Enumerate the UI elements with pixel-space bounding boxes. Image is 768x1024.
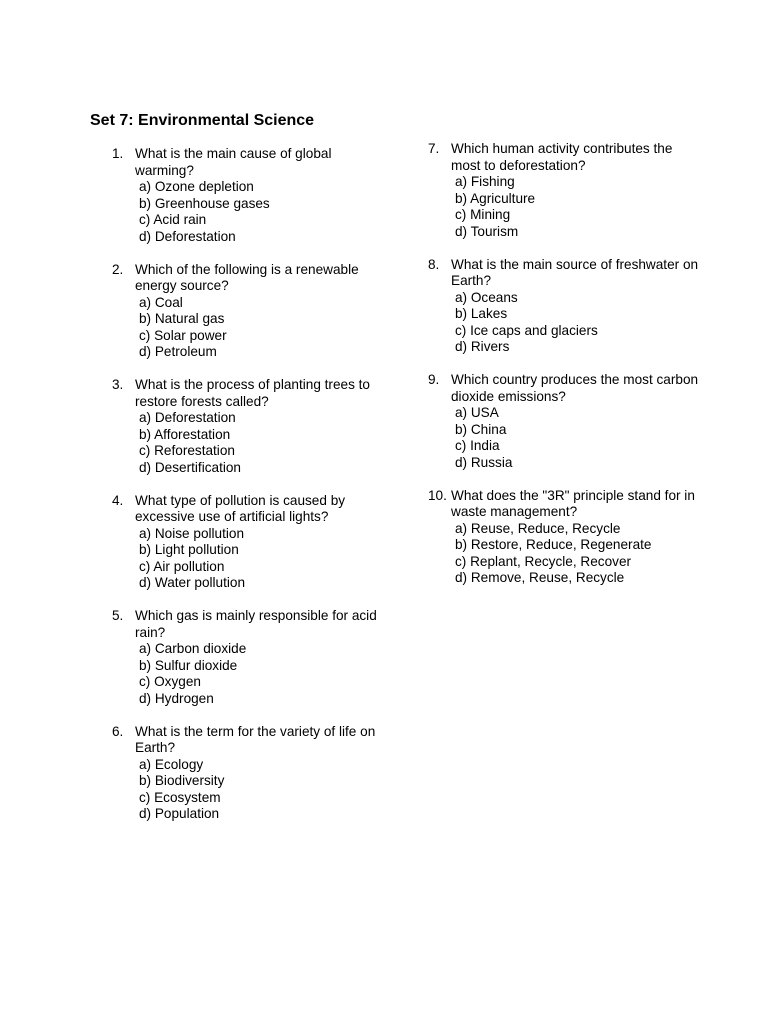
question-text: What does the "3R" principle stand for in waste management? [451,487,695,519]
answer-option: d) Petroleum [139,344,217,359]
answer-option: b) Greenhouse gases [139,195,270,211]
answer-option: b) Afforestation [139,426,231,442]
answer-option: b) Natural gas [139,311,225,326]
question-number: 3. [112,377,124,392]
answer-option: c) Replant, Recycle, Recover [455,553,632,569]
question-text: What is the main cause of global warming? [135,146,332,178]
answer-option: d) Population [139,806,220,821]
question-text: What is the term for the variety of life on Earth? [135,723,376,755]
answer-option: a) Noise pollution [139,525,245,541]
answer-option: d) Russia [455,454,513,470]
question-item [428,141,703,240]
question-item [112,724,382,823]
question-item [112,493,382,592]
answer-option: d) Rivers [455,339,510,354]
question-list-left [112,146,382,839]
question-item [112,608,382,707]
question-item [428,488,703,587]
answer-option: a) Deforestation [139,410,236,425]
answer-option: b) Restore, Reduce, Regenerate [455,537,652,552]
question-number: 8. [428,256,440,272]
answer-option: a) Carbon dioxide [139,641,247,656]
question-item [112,377,382,476]
document-title: Set 7: Environmental Science [90,112,315,129]
question-text: Which country produces the most carbon dioxide emissions? [451,372,699,404]
answer-option: c) Ice caps and glaciers [455,322,598,338]
answer-options [139,757,382,823]
answer-option: a) USA [455,405,499,420]
answer-option: c) Acid rain [139,212,207,227]
answer-option: a) Oceans [455,289,518,305]
answer-option: b) China [455,421,507,437]
answer-option: a) Coal [139,294,183,310]
question-text: What is the main source of freshwater on Earth? [451,256,699,288]
question-item [112,146,382,245]
answer-option: a) Ozone depletion [139,179,254,194]
answer-option: c) Air pollution [139,558,225,574]
question-number: 6. [112,723,124,739]
question-number: 1. [112,146,124,161]
answer-options [139,410,382,476]
answer-options [455,174,703,240]
question-text: Which human activity contributes the most to deforestation? [451,141,673,173]
answer-option: c) India [455,438,500,453]
answer-options [455,405,703,471]
answer-option: b) Biodiversity [139,773,225,788]
answer-option: c) Mining [455,207,511,222]
answer-option: c) Ecosystem [139,789,221,805]
answer-option: d) Water pollution [139,575,246,590]
question-number: 2. [112,261,124,277]
answer-option: d) Remove, Reuse, Recycle [455,570,625,585]
answer-option: d) Desertification [139,459,241,475]
answer-option: a) Fishing [455,174,515,189]
answer-options [139,179,382,245]
answer-option: c) Solar power [139,327,227,343]
question-item [428,257,703,356]
question-number: 4. [112,492,124,508]
answer-option: c) Oxygen [139,674,201,689]
question-number: 7. [428,141,440,156]
question-number: 5. [112,608,124,623]
answer-options [139,641,382,707]
question-list-right [428,141,703,603]
question-text: What is the process of planting trees to restore forests called? [135,377,370,409]
answer-option: a) Reuse, Reduce, Recycle [455,520,621,536]
answer-option: d) Hydrogen [139,690,214,706]
answer-option: d) Tourism [455,223,519,239]
question-text: Which of the following is a renewable energy source? [135,261,359,293]
answer-option: a) Ecology [139,756,204,772]
answer-option: b) Light pollution [139,542,239,557]
question-number: 10. [428,487,447,503]
question-number: 9. [428,372,440,387]
answer-option: b) Lakes [455,306,508,321]
answer-options [455,521,703,587]
answer-option: b) Agriculture [455,190,536,206]
question-item [112,262,382,361]
answer-options [455,290,703,356]
question-text: What type of pollution is caused by excessive use of artificial lights? [135,492,346,524]
question-item [428,372,703,471]
answer-option: c) Reforestation [139,443,235,458]
question-text: Which gas is mainly responsible for acid rain? [135,608,377,640]
answer-option: b) Sulfur dioxide [139,657,238,673]
answer-option: d) Deforestation [139,228,236,244]
answer-options [139,295,382,361]
answer-options [139,526,382,592]
